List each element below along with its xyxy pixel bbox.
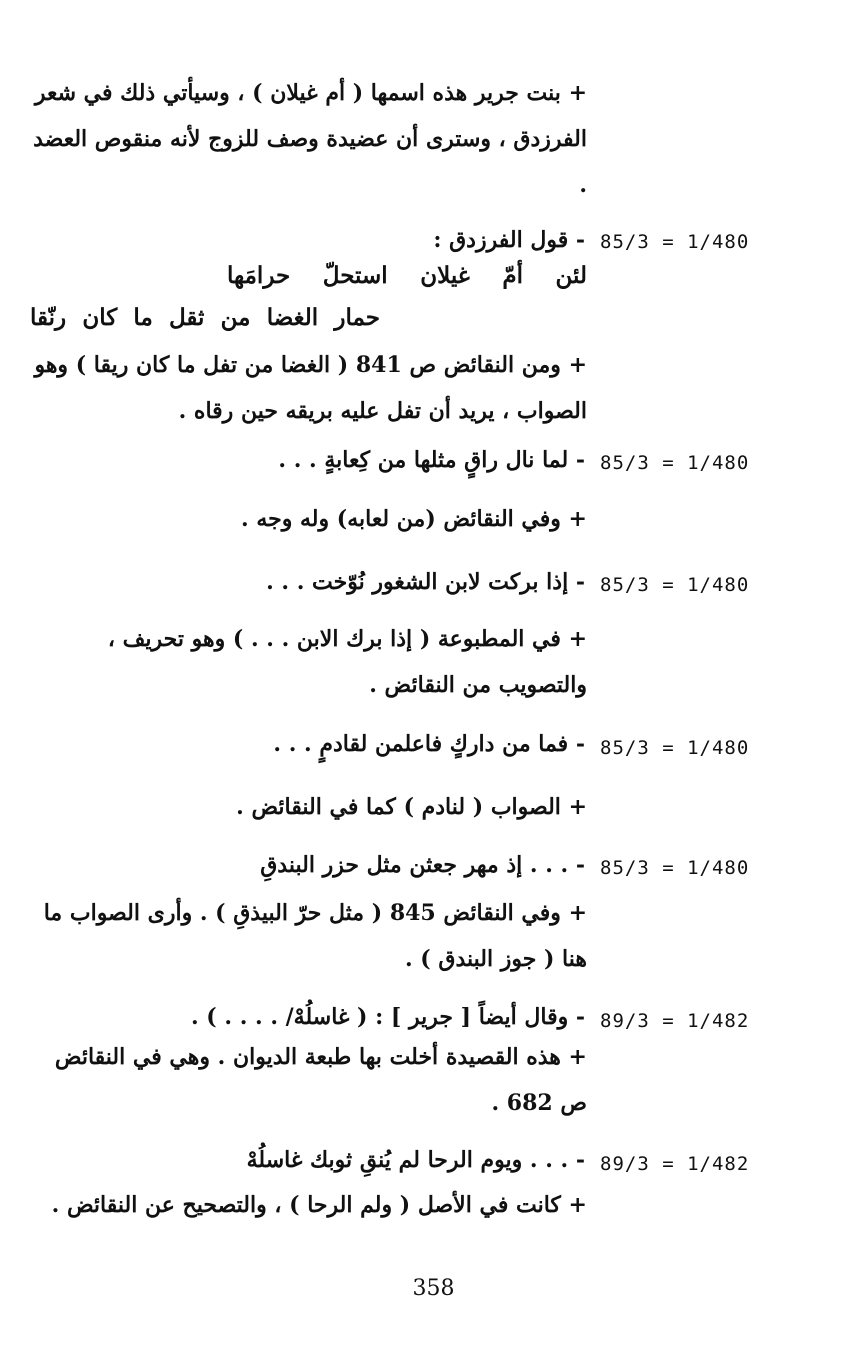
entry-3-ref: 85/3 = 1/480 [600, 574, 750, 596]
entry-6-note: + هذه القصيدة أخلت بها طبعة الديوان . وهي في النقائض ص 682 . [54, 1044, 587, 1116]
entry-7-note: + كانت في الأصل ( ولم الرحا ) ، والتصحيح عن النقائض . [51, 1192, 587, 1218]
entry-6-head: - وقال أيضاً [ جرير ] : ( غاسلُهْ/ . . . . ) . [190, 1004, 585, 1030]
entry-4-head: - فما من داركٍ فاعلمن لقادمٍ . . . [273, 731, 585, 757]
entry-1-note: + ومن النقائض ص 841 ( الغضا من تفل ما كان ريقا ) وهو الصواب ، يريد أن تفل عليه بريقه حين رقاه . [34, 352, 587, 424]
entry-6-ref: 89/3 = 1/482 [600, 1010, 750, 1032]
entry-5-note: + وفي النقائض 845 ( مثل حرّ البيذقِ ) . وأرى الصواب ما هنا ( جوز البندق ) . [43, 900, 587, 972]
entry-4-ref: 85/3 = 1/480 [600, 737, 750, 759]
intro-note: + بنت جرير هذه اسمها ( أم غيلان ) ، وسيأتي ذلك في شعر الفرزدق ، وسترى أن عضيدة وصف للزوج لأنه منقوص العضد . [33, 80, 587, 198]
entry-5-ref: 85/3 = 1/480 [600, 857, 750, 879]
entry-1-verse-first: لئن أمّ غيلان استحلّ حرامَها [227, 262, 587, 289]
entry-2-head: - لما نال راقٍ مثلها من كِعابةٍ . . . [278, 447, 585, 473]
entry-2-note: + وفي النقائض (من لعابه) وله وجه . [241, 506, 587, 532]
entry-1-ref: 85/3 = 1/480 [600, 231, 750, 253]
entry-5-head: - . . . إذ مهر جعثن مثل حزر البندقِ [260, 852, 585, 878]
entry-3-head: - إذا بركت لابن الشغور نُوّخت . . . [266, 569, 585, 595]
entry-7-ref: 89/3 = 1/482 [600, 1153, 750, 1175]
entry-2-ref: 85/3 = 1/480 [600, 452, 750, 474]
page-number: 358 [412, 1276, 455, 1301]
entry-1-head: - قول الفرزدق : [433, 227, 585, 253]
entry-3-note: + في المطبوعة ( إذا برك الابن . . . ) وهو تحريف ، والتصويب من النقائض . [107, 626, 587, 698]
entry-4-note: + الصواب ( لنادم ) كما في النقائض . [236, 794, 587, 820]
entry-7-head: - . . . ويوم الرحا لم يُنقِ ثوبك غاسلُهْ [246, 1147, 585, 1173]
entry-1-verse-second: حمار الغضا من ثقل ما كان رنّقا [30, 304, 380, 331]
